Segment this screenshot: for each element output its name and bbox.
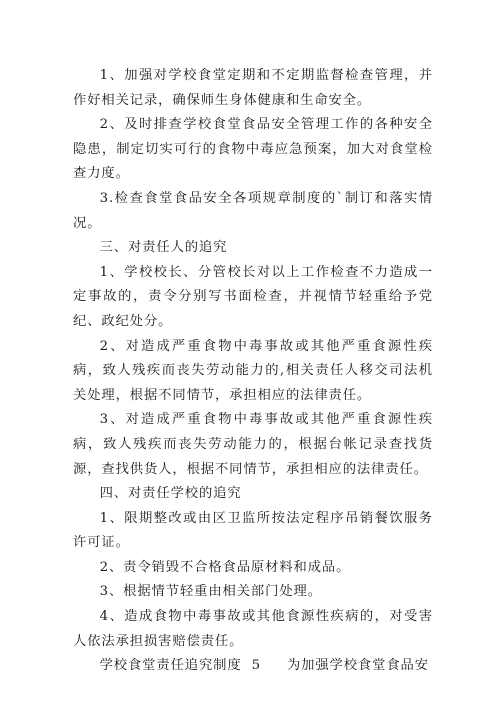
- document-body: [73, 64, 433, 679]
- paragraph-6: 3、对造成严重食物中毒事故或其他严重食源性疾病，致人残疾而丧失劳动能力的，根据台帐记录查找货源，查找供货人，根据不同情节，承担相应的法律责任。: [73, 412, 433, 477]
- next-section-line: [73, 654, 433, 679]
- paragraph-2: 2、及时排查学校食堂食品安全管理工作的各种安全隐患，制定切实可行的食物中毒应急预案，加大对食堂检查力度。: [73, 117, 433, 182]
- section-heading-4: 四、对责任学校的追究: [99, 486, 242, 502]
- next-section-title: 学校食堂责任追究制度: [99, 658, 242, 674]
- section-heading-3: 三、对责任人的追究: [99, 240, 228, 256]
- next-section-number: 5: [251, 658, 261, 674]
- paragraph-4: 1、学校校长、分管校长对以上工作检查不力造成一定事故的，责令分别写书面检查，并视情节轻重给予党纪、政纪处分。: [73, 264, 433, 329]
- paragraph-10: 4、造成食物中毒事故或其他食源性疾病的，对受害人依法承担损害赔偿责任。: [73, 609, 433, 649]
- next-section-continuation: 为加强学校食堂食品安: [286, 658, 429, 674]
- paragraph-8: 2、责令销毁不合格食品原材料和成品。: [99, 559, 351, 575]
- paragraph-5: 2、对造成严重食物中毒事故或其他严重食源性疾病，致人残疾而丧失劳动能力的,相关责任人移交司法机关处理，根据不同情节，承担相应的法律责任。: [73, 338, 433, 403]
- paragraph-3: 3.检查食堂食品安全各项规章制度的`制订和落实情况。: [73, 190, 433, 231]
- paragraph-9: 3、根据情节轻重由相关部门处理。: [99, 584, 322, 600]
- paragraph-7: 1、限期整改或由区卫监所按法定程序吊销餐饮服务许可证。: [73, 510, 433, 551]
- paragraph-1: 1、加强对学校食堂定期和不定期监督检查管理，并作好相关记录，确保师生身体健康和生命安全。: [73, 68, 433, 108]
